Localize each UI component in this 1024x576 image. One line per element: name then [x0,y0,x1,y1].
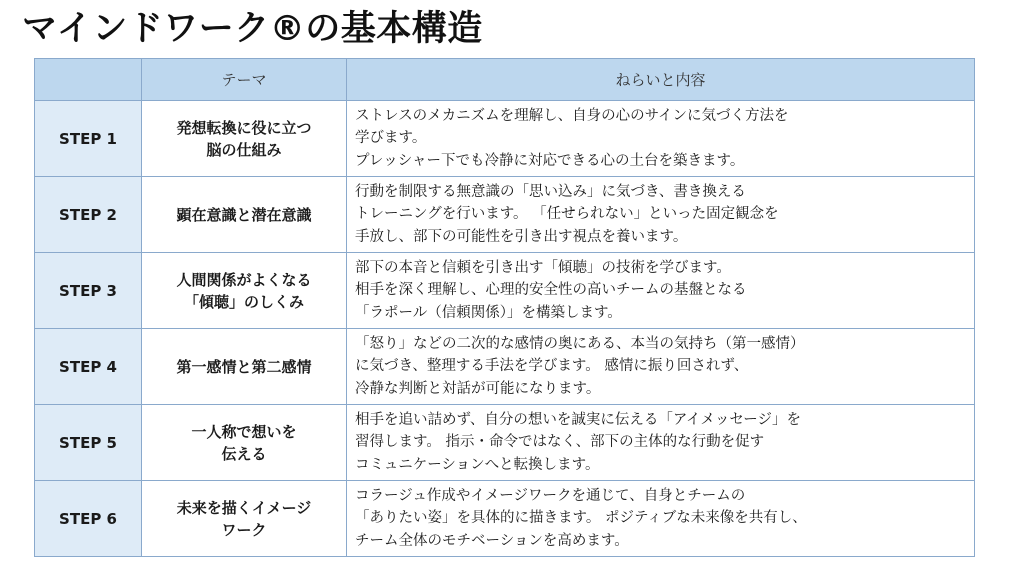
curriculum-table [34,58,975,557]
step-label: STEP 2 [35,177,142,253]
description-cell [347,405,975,481]
table-row [35,329,975,405]
theme-cell [142,177,347,253]
header-aim-content: ねらいと内容 [347,59,975,101]
theme-line: 脳の仕組み [206,140,282,159]
theme-cell [142,329,347,405]
description-cell [347,481,975,557]
description-line: コラージュ作成やイメージワークを通じて、自身とチームの [355,487,746,504]
description-line: プレッシャー下でも冷静に対応できる心の土台を築きます。 [355,152,745,169]
description-line: 「ありたい姿」を具体的に描きます。 ポジティブな未来像を共有し、 [355,510,807,527]
description-line: 手放し、部下の可能性を引き出す視点を養います。 [355,228,688,245]
description-line: ストレスのメカニズムを理解し、自身の心のサインに気づく方法を [355,107,789,124]
theme-cell [142,253,347,329]
theme-cell [142,101,347,177]
theme-cell [142,481,347,557]
description-line: に気づき、整理する手法を学びます。 感情に振り回されず、 [355,358,749,375]
theme-line: 「傾聴」のしくみ [183,292,304,311]
theme-line: 一人称で想いを [191,422,297,441]
description-cell [347,101,975,177]
header-theme: テーマ [142,59,347,101]
description-line: 行動を制限する無意識の「思い込み」に気づき、書き換える [355,183,746,200]
description-line: 部下の本音と信頼を引き出す「傾聴」の技術を学びます。 [355,259,731,276]
table-row [35,405,975,481]
step-label: STEP 1 [35,101,142,177]
theme-line: 伝える [221,444,267,463]
description-line: コミュニケーションへと転換します。 [355,456,600,473]
theme-line: 発想転換に役に立つ [176,118,312,137]
step-label: STEP 4 [35,329,142,405]
description-line: 「怒り」などの二次的な感情の奥にある、本当の気持ち（第一感情） [355,335,805,352]
description-line: 冷静な判断と対話が可能になります。 [355,380,601,397]
theme-line: 未来を描くイメージ [176,498,312,517]
table-row [35,177,975,253]
table-row [35,481,975,557]
page-title: マインドワーク®の基本構造 [22,9,483,49]
step-label: STEP 3 [35,253,142,329]
theme-line: 顕在意識と潜在意識 [176,205,312,224]
description-cell [347,329,975,405]
theme-line: ワーク [221,520,267,539]
table-header-row [35,59,975,101]
theme-line: 人間関係がよくなる [176,270,312,289]
description-line: 相手を深く理解し、心理的安全性の高いチームの基盤となる [355,282,747,299]
description-line: チーム全体のモチベーションを高めます。 [355,532,629,549]
table-row [35,253,975,329]
description-line: 相手を追い詰めず、自分の想いを誠実に伝える「アイメッセージ」を [355,411,802,428]
step-label: STEP 6 [35,481,142,557]
description-line: 学びます。 [355,130,427,147]
description-line: 「ラポール（信頼関係）」を構築します。 [355,304,622,321]
theme-line: 第一感情と第二感情 [176,357,312,376]
description-line: トレーニングを行います。 「任せられない」といった固定観念を [355,206,779,223]
header-step [35,59,142,101]
theme-cell [142,405,347,481]
description-line: 習得します。 指示・命令ではなく、部下の主体的な行動を促す [355,434,765,451]
description-cell [347,253,975,329]
step-label: STEP 5 [35,405,142,481]
description-cell [347,177,975,253]
table-row [35,101,975,177]
